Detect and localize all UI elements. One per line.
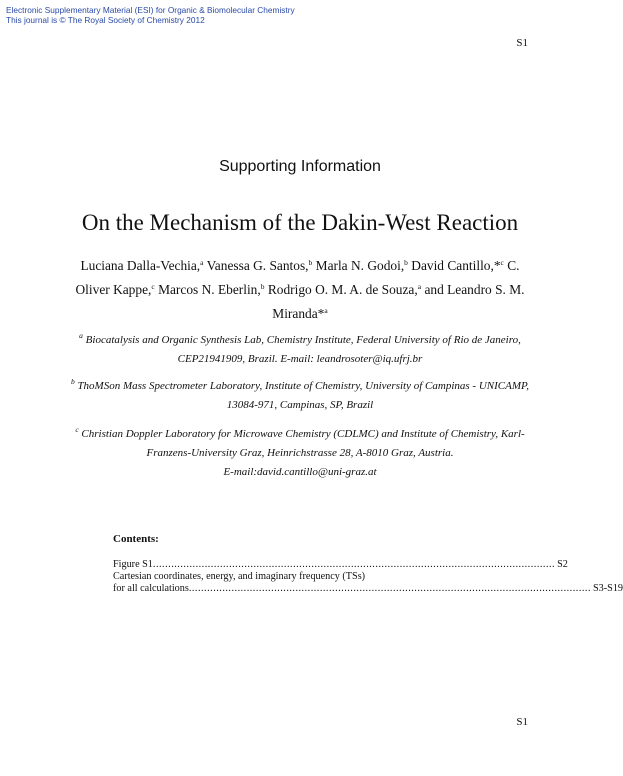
contents-heading: Contents: bbox=[113, 533, 159, 545]
page-number-bottom: S1 bbox=[516, 716, 528, 728]
author: C. Oliver Kappe,$^c$ bbox=[75, 258, 520, 297]
supporting-information-heading: Supporting Information bbox=[219, 158, 381, 175]
esi-header bbox=[6, 5, 295, 25]
page-number-top: S1 bbox=[516, 37, 528, 49]
esi-line-2: This journal is © The Royal Society of Chemistry 2012 bbox=[6, 15, 205, 25]
toc-entry: for all calculations .................................................................................................................................... S3-S19 bbox=[113, 583, 623, 594]
affiliation-b: $^b$ ThoMSon Mass Spectrometer Laboratory, Institute of Chemistry, University of Campinas - UNICAMP, 13084-971, Campinas, SP, Brazil bbox=[70, 377, 530, 411]
author: Luciana Dalla-Vechia,$^a$ bbox=[80, 258, 204, 273]
table-of-contents bbox=[113, 559, 623, 595]
affiliation-c: $^c$ Christian Doppler Laboratory for Microwave Chemistry (CDLMC) and Institute of Chemistry, Karl-Franzens-University Graz, Heinrichstrasse 28, A-8010 Graz, Austria. E-mail:david.cantillo@uni-graz.at bbox=[75, 425, 525, 478]
author: Vanessa G. Santos,$^b$ bbox=[206, 258, 313, 273]
affiliation-a: $^a$ Biocatalysis and Organic Synthesis Lab, Chemistry Institute, Federal University of Rio de Janeiro, CEP21941909, Brazil. E-mail: leandrosoter@iq.ufrj.br bbox=[79, 331, 521, 365]
author: Marla N. Godoi,$^b$ bbox=[315, 258, 408, 273]
esi-line-1: Electronic Supplementary Material (ESI) for Organic & Biomolecular Chemistry bbox=[6, 5, 295, 15]
toc-entry: Figure S1 .................................................................................................................................... S2 bbox=[113, 559, 568, 570]
affiliation-email: E-mail:david.cantillo@uni-graz.at bbox=[223, 466, 377, 478]
paper-title: On the Mechanism of the Dakin-West Reaction bbox=[81, 210, 519, 235]
author: and Leandro S. M. Miranda*$^a$ bbox=[272, 282, 525, 321]
toc-entry: Cartesian coordinates, energy, and imaginary frequency (TSs) bbox=[113, 571, 366, 582]
author: Rodrigo O. M. A. de Souza,$^a$ bbox=[267, 282, 422, 297]
author: David Cantillo,*$^c$ bbox=[411, 258, 504, 273]
author: Marcos N. Eberlin,$^b$ bbox=[158, 282, 265, 297]
author-list bbox=[70, 254, 530, 326]
